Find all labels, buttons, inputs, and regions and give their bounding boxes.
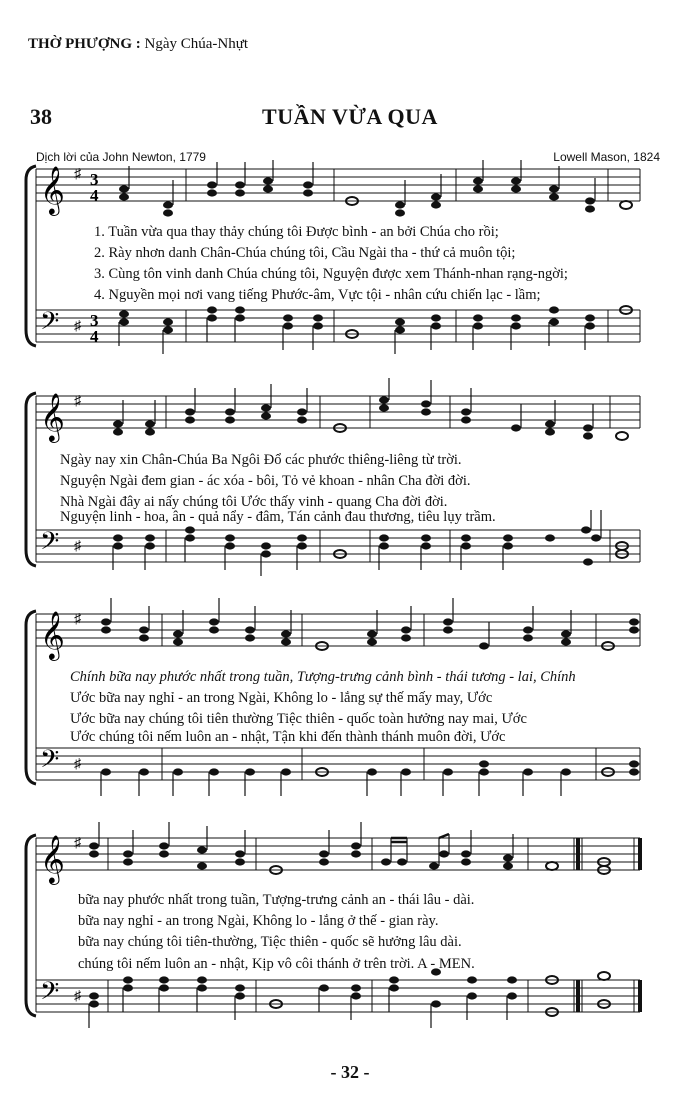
lyric-line: Ước chúng tôi nếm luôn an - nhật, Tận khi đến thành thánh muôn đời, Ước [70,729,506,745]
notes-treble [101,618,639,650]
sharp-icon: ♯ [74,319,81,334]
notes-bass [101,760,639,776]
lyric-line: Ước bữa nay chúng tôi tiên thường Tiệc thiên - quốc toàn hưởng nay mai, Ước [70,711,527,727]
lyric-line: Nhà Ngài đây ai nấy chúng tôi Ước thấy vinh - quang Cha đời đời. [60,494,448,510]
notes-bass [89,968,610,1016]
bass-clef-icon: 𝄢 [40,746,60,779]
bass-clef-icon: 𝄢 [40,978,60,1011]
subsection-name: Ngày Chúa-Nhựt [144,36,249,52]
sharp-icon: ♯ [74,612,81,627]
bass-clef-icon: 𝄢 [40,528,60,561]
section-name: THỜ PHƯỢNG : [28,36,141,52]
lyric-line: Ngày nay xin Chân-Chúa Ba Ngôi Đổ các phước thiêng-liêng từ trời. [60,452,462,468]
notes-bass [119,306,632,338]
treble-clef-icon: 𝄞 [40,837,65,883]
time-sig-top: 3 [90,170,99,189]
sharp-icon: ♯ [74,394,81,409]
lyric-line: Ước bữa nay nghỉ - an trong Ngài, Không lo - lắng sự thế mấy may, Ước [70,690,493,706]
treble-clef-icon: 𝄞 [40,168,65,214]
lyric-line: chúng tôi nếm luôn an - nhật, Kịp vô côi thánh ở trên trời. A - MEN. [78,956,475,972]
treble-clef-icon: 𝄞 [40,613,65,659]
lyric-line: Chính bữa nay phước nhất trong tuần, Tượng-trưng cảnh bình - thái tương - lai, Chính [70,669,576,685]
system-2 [26,378,640,576]
system-3 [26,598,640,796]
system-4 [26,822,640,1028]
hymn-title: TUẦN VỪA QUA [262,104,438,129]
lyric-line: bữa nay chúng tôi tiên-thường, Tiệc thiên - quốc sẽ hưởng lâu dài. [78,934,462,950]
hymn-number: 38 [30,104,52,129]
lyric-line: 4. Nguyền mọi nơi vang tiếng Phước-âm, Vực tội - nhân cứu chiến lạc - lầm; [94,287,541,303]
lyric-line: bữa nay phước nhất trong tuần, Tượng-trưng cảnh an - thái lâu - dài. [78,892,475,908]
lyric-line: 1. Tuần vừa qua thay thảy chúng tôi Được bình - an bởi Chúa cho rồi; [94,224,499,240]
lyric-line: 3. Cùng tôn vinh danh Chúa chúng tôi, Nguyện được xem Thánh-nhan rạng-ngời; [94,266,568,282]
notes-treble [89,842,610,874]
lyric-line: Nguyện linh - hoa, ân - quả nẩy - đâm, Tán cảnh đau thương, tiêu lụy trầm. [60,509,496,525]
time-sig-bottom: 4 [90,327,99,346]
lyric-line: bữa nay nghỉ - an trong Ngài, Không lo - lắng ở thế - gian rày. [78,913,439,929]
sharp-icon: ♯ [74,539,81,554]
notes-treble [119,177,632,216]
lyric-line: Nguyện Ngài đem gian - ác xóa - bôi, Tỏ vẻ khoan - nhân Cha đời đời. [60,473,471,489]
music-credit: Lowell Mason, 1824 [553,150,660,164]
sharp-icon: ♯ [74,989,81,1004]
system-1 [26,160,640,354]
sharp-icon: ♯ [74,836,81,851]
bass-clef-icon: 𝄢 [40,308,60,341]
sharp-icon: ♯ [74,167,81,182]
treble-clef-icon: 𝄞 [40,395,65,441]
lyric-line: 2. Rày nhơn danh Chân-Chúa chúng tôi, Cầu Ngài tha - thứ cả muôn tội; [94,245,516,261]
sharp-icon: ♯ [74,757,81,772]
page-number: - 32 - [330,1062,370,1082]
lyrics-credit: Dịch lời của John Newton, 1779 [36,150,206,164]
time-sig-top: 3 [90,311,99,330]
time-sig-bottom: 4 [90,186,99,205]
